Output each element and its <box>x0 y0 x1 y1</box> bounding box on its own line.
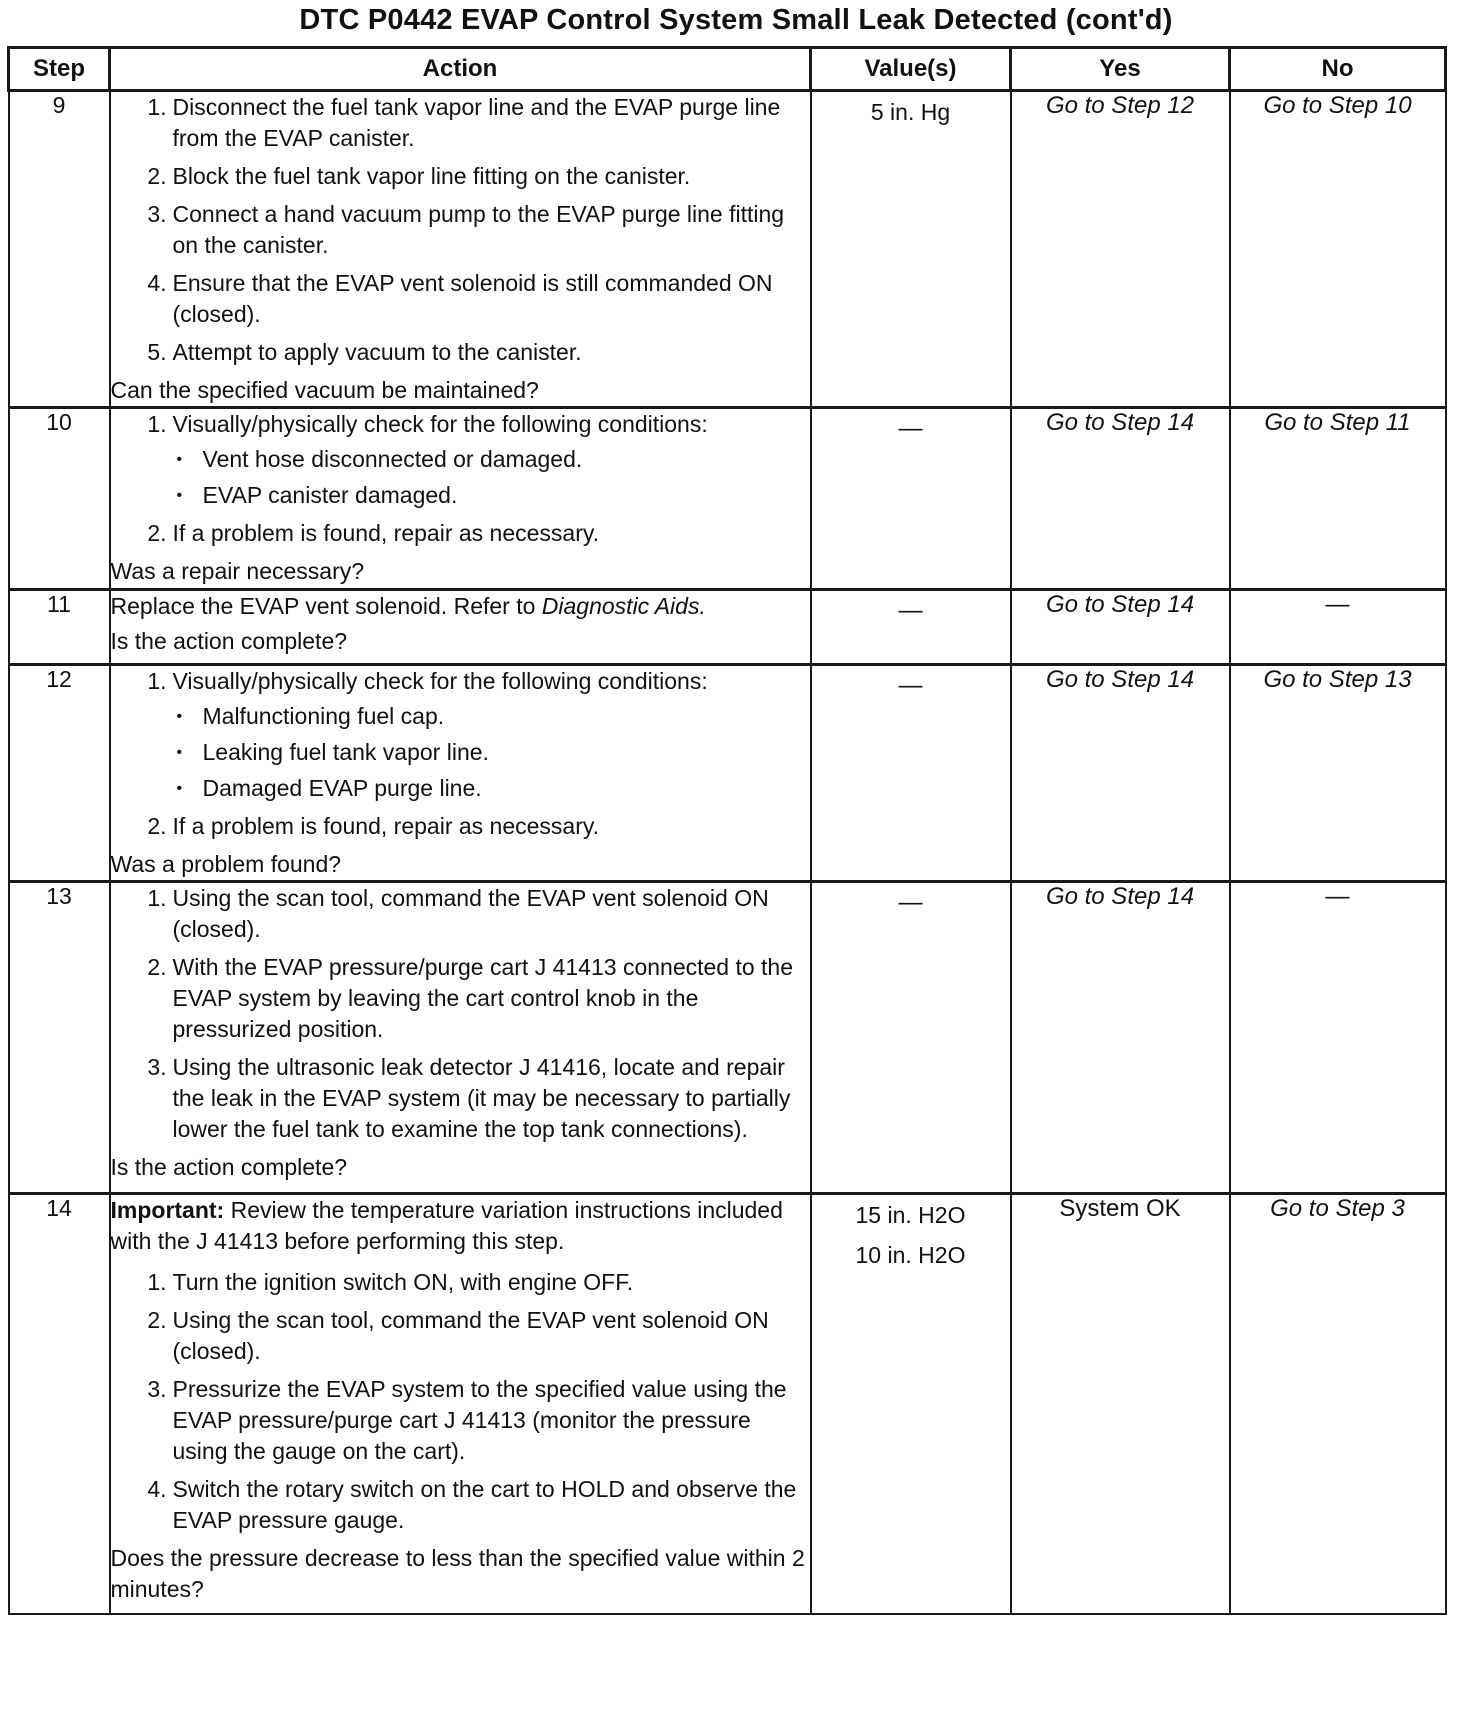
action-cell <box>110 882 811 1194</box>
yes-cell: Go to Step 14 <box>1011 408 1230 590</box>
header-row <box>9 48 1446 91</box>
list-item: • EVAP canister damaged. <box>176 482 458 508</box>
list-item: • Leaking fuel tank vapor line. <box>176 739 489 765</box>
no-cell: — <box>1230 882 1446 1194</box>
no-cell: Go to Step 10 <box>1230 91 1446 408</box>
action-question: Is the action complete? <box>110 1154 348 1180</box>
list-item: • Damaged EVAP purge line. <box>176 775 482 801</box>
important-note: Important: Review the temperature variation instructions included with the J 41413 before performing this step. <box>110 1197 783 1254</box>
condition-list <box>173 444 810 511</box>
action-step: 3. Connect a hand vacuum pump to the EVAP purge line fitting on the canister. <box>147 201 785 258</box>
action-steps <box>111 92 810 368</box>
action-steps <box>111 666 810 842</box>
action-step: 1. Disconnect the fuel tank vapor line and the EVAP purge line from the EVAP canister. <box>147 94 781 151</box>
list-item: • Malfunctioning fuel cap. <box>176 703 445 729</box>
action-step: 1. Turn the ignition switch ON, with engine OFF. <box>147 1269 634 1295</box>
action-steps <box>111 883 810 1145</box>
yes-cell: Go to Step 14 <box>1011 665 1230 882</box>
value-cell: 5 in. Hg <box>811 91 1011 408</box>
no-cell: — <box>1230 590 1446 665</box>
yes-cell: Go to Step 14 <box>1011 882 1230 1194</box>
no-cell: Go to Step 11 <box>1230 408 1446 590</box>
action-step: 2. Block the fuel tank vapor line fitting on the canister. <box>147 163 691 189</box>
action-question: Does the pressure decrease to less than the specified value within 2 minutes? <box>110 1545 805 1602</box>
yes-cell: Go to Step 12 <box>1011 91 1230 408</box>
action-step: 2. With the EVAP pressure/purge cart J 41413 connected to the EVAP system by leaving the cart control knob in the pressurized position. <box>147 954 794 1042</box>
action-step: 1. Using the scan tool, command the EVAP vent solenoid ON (closed). <box>147 885 769 942</box>
header-action: Action <box>110 48 811 91</box>
value-line: 15 in. H2O <box>855 1202 966 1228</box>
action-step: 2. If a problem is found, repair as necessary. <box>147 813 600 839</box>
action-cell <box>110 408 811 590</box>
action-question: Was a repair necessary? <box>110 558 365 584</box>
action-cell <box>110 590 811 665</box>
table-row <box>9 91 1446 408</box>
step-number: 12 <box>9 665 110 882</box>
no-cell: Go to Step 13 <box>1230 665 1446 882</box>
table-row <box>9 1194 1446 1614</box>
header-yes: Yes <box>1011 48 1230 91</box>
value-cell: — <box>811 882 1011 1194</box>
step-number: 13 <box>9 882 110 1194</box>
step-number: 10 <box>9 408 110 590</box>
table-row <box>9 882 1446 1194</box>
action-step: 3. Pressurize the EVAP system to the specified value using the EVAP pressure/purge cart J 41413 (monitor the pressure using the gauge on the cart). <box>147 1376 787 1464</box>
action-cell <box>110 91 811 408</box>
action-instruction: Replace the EVAP vent solenoid. Refer to Diagnostic Aids. <box>110 593 706 619</box>
diagnostic-table <box>7 46 1447 1615</box>
action-question: Was a problem found? <box>110 851 342 877</box>
value-cell <box>811 1194 1011 1614</box>
action-step: 1. Visually/physically check for the following conditions: • Vent hose disconnected or damaged. • EVAP canister damaged. <box>111 409 810 511</box>
diagnostic-aids-ref: Diagnostic Aids. <box>541 593 706 619</box>
step-number: 11 <box>9 590 110 665</box>
page-title: DTC P0442 EVAP Control System Small Leak Detected (cont'd) <box>299 4 1173 36</box>
yes-cell: System OK <box>1011 1194 1230 1614</box>
step-number: 9 <box>9 91 110 408</box>
action-question: Can the specified vacuum be maintained? <box>110 377 539 403</box>
table-row <box>9 665 1446 882</box>
action-cell <box>110 665 811 882</box>
step-number: 14 <box>9 1194 110 1614</box>
action-step: 5. Attempt to apply vacuum to the canister. <box>147 339 582 365</box>
value-cell: — <box>811 665 1011 882</box>
action-step: 2. If a problem is found, repair as necessary. <box>147 520 600 546</box>
no-cell: Go to Step 3 <box>1230 1194 1446 1614</box>
list-item: • Vent hose disconnected or damaged. <box>176 446 583 472</box>
table-row <box>9 408 1446 590</box>
header-step: Step <box>9 48 110 91</box>
header-values: Value(s) <box>811 48 1011 91</box>
value-cell: — <box>811 590 1011 665</box>
action-step: 4. Switch the rotary switch on the cart to HOLD and observe the EVAP pressure gauge. <box>147 1476 797 1533</box>
action-cell <box>110 1194 811 1614</box>
action-step: 4. Ensure that the EVAP vent solenoid is still commanded ON (closed). <box>147 270 773 327</box>
condition-list <box>173 701 810 804</box>
action-step: 3. Using the ultrasonic leak detector J 41416, locate and repair the leak in the EVAP system (it may be necessary to partially lower the fuel tank to examine the top tank connections). <box>147 1054 791 1142</box>
yes-cell: Go to Step 14 <box>1011 590 1230 665</box>
header-no: No <box>1230 48 1446 91</box>
action-steps <box>111 1267 810 1536</box>
action-step: 1. Visually/physically check for the following conditions: • Malfunctioning fuel cap. • Leaking fuel tank vapor line. • Damaged EVAP purge line. <box>111 666 810 804</box>
table-row <box>9 590 1446 665</box>
action-steps <box>111 409 810 549</box>
value-line: 10 in. H2O <box>855 1242 966 1268</box>
action-step: 2. Using the scan tool, command the EVAP vent solenoid ON (closed). <box>147 1307 769 1364</box>
action-question: Is the action complete? <box>110 628 348 654</box>
value-cell: — <box>811 408 1011 590</box>
